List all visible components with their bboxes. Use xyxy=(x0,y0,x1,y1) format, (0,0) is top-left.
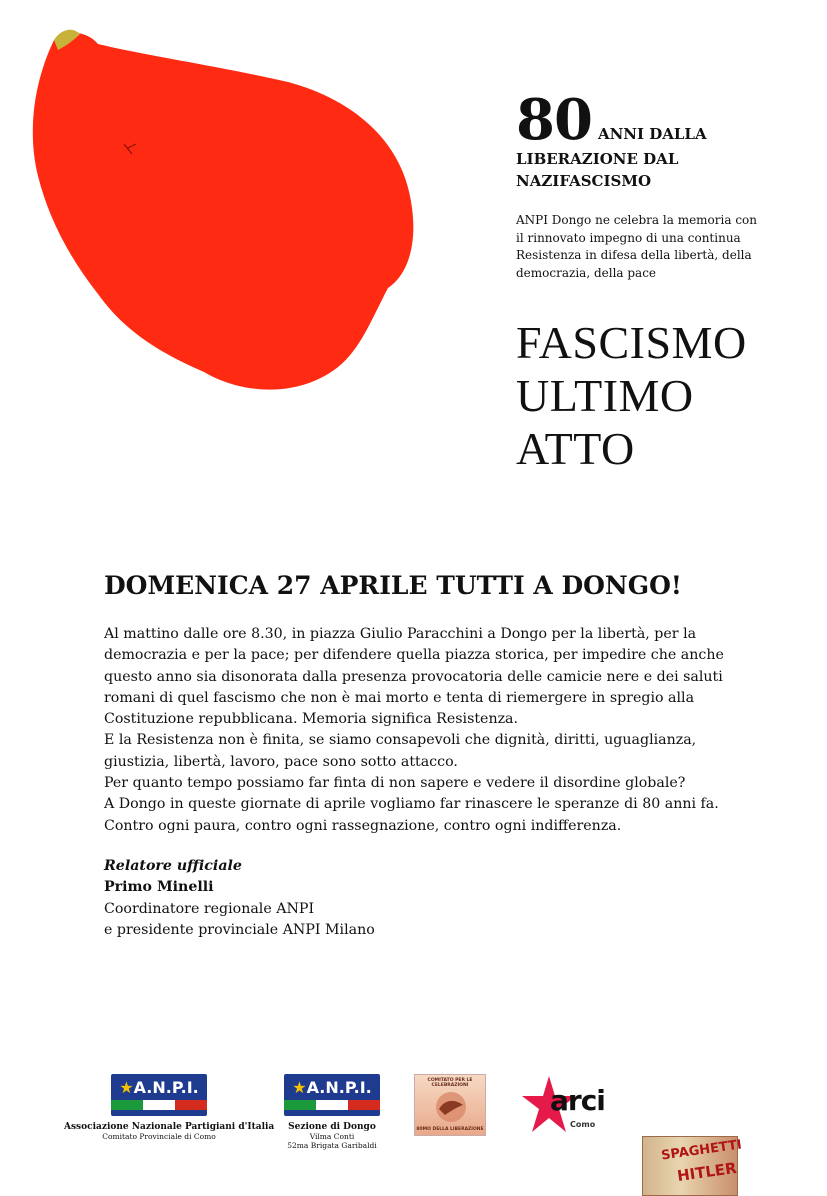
anpi-dongo-sub: Vilma Conti xyxy=(309,1132,355,1141)
body-line: romani di quel fascismo che non è mai morto e tenta di riemergere in spregio alla xyxy=(104,689,695,706)
arci-wordmark: arci xyxy=(550,1084,605,1117)
speaker-block xyxy=(104,856,375,941)
anniversary-header xyxy=(516,87,806,192)
intro-line: democrazia, della pace xyxy=(516,265,657,280)
italian-flag-icon xyxy=(284,1100,380,1110)
spaghetti-hitler-poster xyxy=(642,1136,743,1196)
star-icon: ★ xyxy=(292,1078,307,1097)
intro-paragraph xyxy=(516,212,776,282)
body-line: Per quanto tempo possiamo far finta di non sapere e vedere il disordine globale? xyxy=(104,775,686,792)
body-line: E la Resistenza non è finita, se siamo consapevoli che dignità, diritti, uguaglianza, xyxy=(104,732,697,749)
anpi-badge-text: A.N.P.I. xyxy=(133,1078,199,1097)
anpi-como-logo xyxy=(64,1074,275,1141)
anpi-como-caption: Associazione Nazionale Partigiani d'Italia xyxy=(64,1122,275,1132)
comitato-bottom-text: 80MO DELLA LIBERAZIONE xyxy=(416,1127,484,1132)
body-line: Al mattino dalle ore 8.30, in piazza Giulio Paracchini a Dongo per la libertà, per la xyxy=(104,626,697,642)
anpi-dongo-caption: Sezione di Dongo xyxy=(288,1122,376,1132)
event-headline: DOMENICA 27 APRILE TUTTI A DONGO! xyxy=(104,571,682,600)
slogan xyxy=(516,316,747,475)
anpi-badge-text: A.N.P.I. xyxy=(306,1078,372,1097)
slogan-line: FASCISMO xyxy=(516,317,747,368)
arci-como-logo xyxy=(520,1074,620,1138)
petal-shape xyxy=(33,33,414,390)
slogan-line: ATTO xyxy=(516,423,635,474)
star-icon: ★ xyxy=(119,1078,134,1097)
body-line: democrazia e per la pace; per difendere quella piazza storica, per impedire che anche xyxy=(104,647,724,664)
body-line: A Dongo in queste giornate di aprile vogliamo far rinascere le speranze di 80 anni fa. xyxy=(104,796,719,813)
speaker-title: Coordinatore regionale ANPI xyxy=(104,900,315,917)
intro-line: ANPI Dongo ne celebra la memoria con xyxy=(516,213,757,227)
anpi-dongo-logo xyxy=(282,1074,382,1150)
header-line-1: ANNI DALLA xyxy=(597,125,707,143)
speaker-role: Relatore ufficiale xyxy=(104,858,242,874)
poster-text: HITLER xyxy=(676,1158,738,1186)
speaker-name: Primo Minelli xyxy=(104,879,214,896)
italian-flag-icon xyxy=(111,1100,207,1110)
body-line: Contro ogni paura, contro ogni rassegnazione, contro ogni indifferenza. xyxy=(104,817,622,834)
comitato-top-text: COMITATO PER LE CELEBRAZIONI xyxy=(427,1078,473,1088)
slogan-line: ULTIMO xyxy=(516,370,694,421)
comitato-celebrazioni-logo xyxy=(414,1074,486,1136)
anpi-como-sub: Comitato Provinciale di Como xyxy=(102,1132,216,1141)
poster-text: SPAGHETTI xyxy=(660,1137,743,1164)
anniversary-number: 80 xyxy=(516,87,592,153)
intro-line: il rinnovato impegno di una continua xyxy=(516,230,741,245)
dove-icon xyxy=(431,1089,471,1125)
body-line: questo anno sia disonorata dalla presenza provocatoria delle camicie nere e dei saluti xyxy=(104,668,723,685)
poppy-petal-image xyxy=(28,26,420,398)
header-line-3: NAZIFASCISMO xyxy=(516,172,652,190)
sponsor-logos xyxy=(0,1066,827,1186)
body-text xyxy=(104,624,764,837)
arci-sub: Como xyxy=(570,1120,596,1129)
speaker-title: e presidente provinciale ANPI Milano xyxy=(104,921,375,938)
header-line-2: LIBERAZIONE DAL xyxy=(516,150,679,168)
anpi-badge xyxy=(284,1074,380,1116)
intro-line: Resistenza in difesa della libertà, della xyxy=(516,248,752,262)
anpi-badge xyxy=(111,1074,207,1116)
body-line: Costituzione repubblicana. Memoria significa Resistenza. xyxy=(104,711,519,728)
anpi-dongo-sub: 52ma Brigata Garibaldi xyxy=(287,1141,377,1150)
body-line: giustizia, libertà, lavoro, pace sono sotto attacco. xyxy=(104,753,458,770)
